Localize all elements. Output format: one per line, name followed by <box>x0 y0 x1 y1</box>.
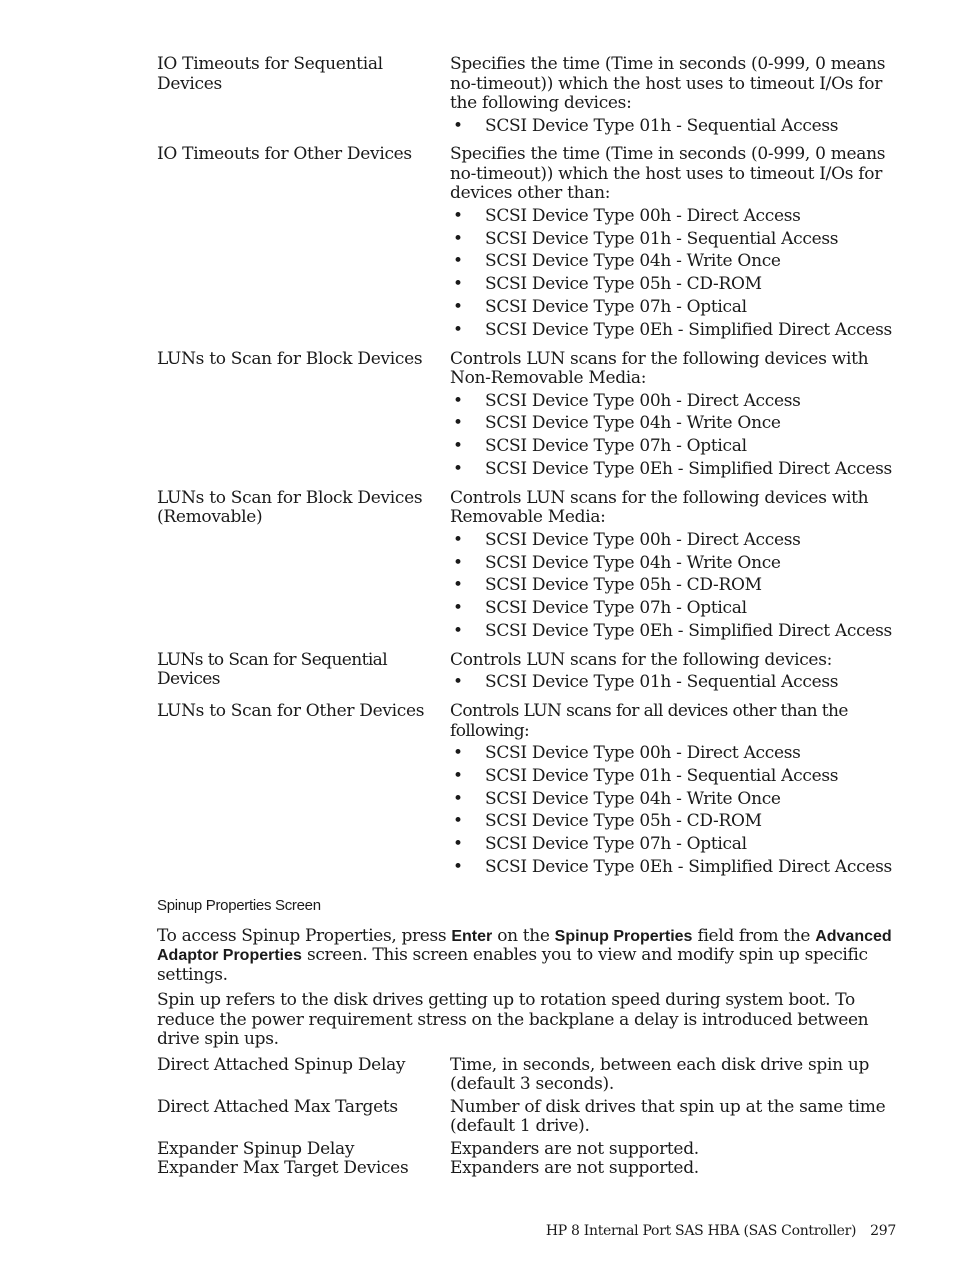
list-item: • SCSI Device Type 05h - CD-ROM <box>450 812 899 832</box>
list-item: • SCSI Device Type 04h - Write Once <box>450 554 899 574</box>
list-item: • SCSI Device Type 04h - Write Once <box>450 252 899 272</box>
page-footer <box>546 1223 896 1239</box>
definition-term: LUNs to Scan for Block Devices <box>157 348 423 369</box>
screen-advanced-adaptor-properties: Advanced Adaptor Properties <box>157 927 892 965</box>
page-number: 297 <box>870 1223 896 1239</box>
definition-row <box>157 1098 899 1137</box>
list-item: • SCSI Device Type 00h - Direct Access <box>450 392 899 412</box>
list-item: • SCSI Device Type 0Eh - Simplified Direct Access <box>450 460 899 480</box>
definition-description: Controls LUN scans for the following devices: • SCSI Device Type 01h - Sequential Access <box>450 651 899 696</box>
definition-row <box>157 702 899 881</box>
definition-row <box>157 1056 899 1095</box>
paragraph: Spin up refers to the disk drives getting up to rotation speed during system boot. To reduce the power requirement stress on the backplane a delay is introduced between drive spin ups. <box>157 990 869 1050</box>
footer-title: HP 8 Internal Port SAS HBA (SAS Controller) <box>545 1223 857 1239</box>
bullet-list <box>450 531 899 642</box>
definition-term: Expander Max Target Devices <box>157 1158 409 1179</box>
list-item: • SCSI Device Type 00h - Direct Access <box>450 531 899 551</box>
key-enter: Enter <box>451 927 493 945</box>
list-item: • SCSI Device Type 0Eh - Simplified Direct Access <box>450 622 899 642</box>
definition-row <box>157 55 899 139</box>
list-item: • SCSI Device Type 01h - Sequential Access <box>450 230 899 250</box>
list-item: • SCSI Device Type 01h - Sequential Access <box>450 117 899 137</box>
definition-description: Controls LUN scans for the following devices with Non-Removable Media: • SCSI Device Type 00h - Direct Access • SCSI Device Type 04h - Write Once • SCSI Device Type 07h - Optical • SCSI Device Type 0Eh - Simplified Direct Access <box>450 350 899 483</box>
list-item: • SCSI Device Type 05h - CD-ROM <box>450 275 899 295</box>
definition-term: LUNs to Scan for Block Devices (Removable) <box>157 487 423 528</box>
list-item: • SCSI Device Type 01h - Sequential Access <box>450 673 899 693</box>
list-item: • SCSI Device Type 07h - Optical <box>450 437 899 457</box>
definition-term: Direct Attached Max Targets <box>157 1096 398 1117</box>
definition-description: Time, in seconds, between each disk drive spin up (default 3 seconds). <box>450 1054 870 1095</box>
list-item: • SCSI Device Type 01h - Sequential Access <box>450 767 899 787</box>
list-item: • SCSI Device Type 04h - Write Once <box>450 414 899 434</box>
definition-term: IO Timeouts for Other Devices <box>157 144 412 165</box>
definition-term: LUNs to Scan for Other Devices <box>157 701 425 722</box>
definition-description: Expanders are not supported. <box>450 1138 699 1159</box>
definition-description: Number of disk drives that spin up at the same time (default 1 drive). <box>450 1096 886 1137</box>
bullet-list <box>450 744 899 877</box>
definition-description: Specifies the time (Time in seconds (0-999, 0 means no-timeout)) which the host uses to timeout I/Os for devices other than: • SCSI Device Type 00h - Direct Access • SCSI Device Type 01h - Sequential Access • SCSI Device Type 04h - Write Once • SCSI Device Type 05h - CD-ROM • SCSI Device Type 07h - Optical • SCSI Device Type 0Eh - Simplified Direct Access <box>450 145 899 343</box>
definition-term: Direct Attached Spinup Delay <box>157 1054 406 1075</box>
bullet-list <box>450 117 899 137</box>
definition-row <box>157 350 899 483</box>
definition-description: Expanders are not supported. <box>450 1158 699 1179</box>
definition-row <box>157 145 899 343</box>
document-page <box>157 55 899 1182</box>
definition-row <box>157 1159 899 1179</box>
definition-term: Expander Spinup Delay <box>157 1138 355 1159</box>
list-item: • SCSI Device Type 0Eh - Simplified Direct Access <box>450 321 899 341</box>
definition-row <box>157 651 899 696</box>
list-item: • SCSI Device Type 04h - Write Once <box>450 790 899 810</box>
list-item: • SCSI Device Type 05h - CD-ROM <box>450 576 899 596</box>
bullet-list <box>450 207 899 340</box>
list-item: • SCSI Device Type 00h - Direct Access <box>450 207 899 227</box>
section-heading: Spinup Properties Screen <box>157 896 321 914</box>
list-item: • SCSI Device Type 00h - Direct Access <box>450 744 899 764</box>
definition-term: IO Timeouts for Sequential Devices <box>157 54 383 94</box>
field-spinup-properties: Spinup Properties <box>554 927 693 945</box>
definition-row <box>157 489 899 645</box>
list-item: • SCSI Device Type 07h - Optical <box>450 835 899 855</box>
bullet-list <box>450 392 899 480</box>
bullet-list <box>450 673 899 693</box>
paragraph: To access Spinup Properties, press Enter on the Spinup Properties field from the Advanced Adaptor Properties screen. This screen enables you to view and modify spin up specific settings. <box>157 925 892 985</box>
list-item: • SCSI Device Type 0Eh - Simplified Direct Access <box>450 858 899 878</box>
list-item: • SCSI Device Type 07h - Optical <box>450 599 899 619</box>
list-item: • SCSI Device Type 07h - Optical <box>450 298 899 318</box>
definition-description: Controls LUN scans for all devices other than the following: • SCSI Device Type 00h - Direct Access • SCSI Device Type 01h - Sequential Access • SCSI Device Type 04h - Write Once • SCSI Device Type 05h - CD-ROM • SCSI Device Type 07h - Optical • SCSI Device Type 0Eh - Simplified Direct Access <box>450 702 899 881</box>
definition-description: Controls LUN scans for the following devices with Removable Media: • SCSI Device Type 00h - Direct Access • SCSI Device Type 04h - Write Once • SCSI Device Type 05h - CD-ROM • SCSI Device Type 07h - Optical • SCSI Device Type 0Eh - Simplified Direct Access <box>450 489 899 645</box>
spinup-settings-list <box>157 1056 899 1179</box>
definition-term: LUNs to Scan for Sequential Devices <box>157 649 388 690</box>
definition-row <box>157 1140 899 1160</box>
definition-description: Specifies the time (Time in seconds (0-999, 0 means no-timeout)) which the host uses to timeout I/Os for the following devices: • SCSI Device Type 01h - Sequential Access <box>450 55 899 139</box>
